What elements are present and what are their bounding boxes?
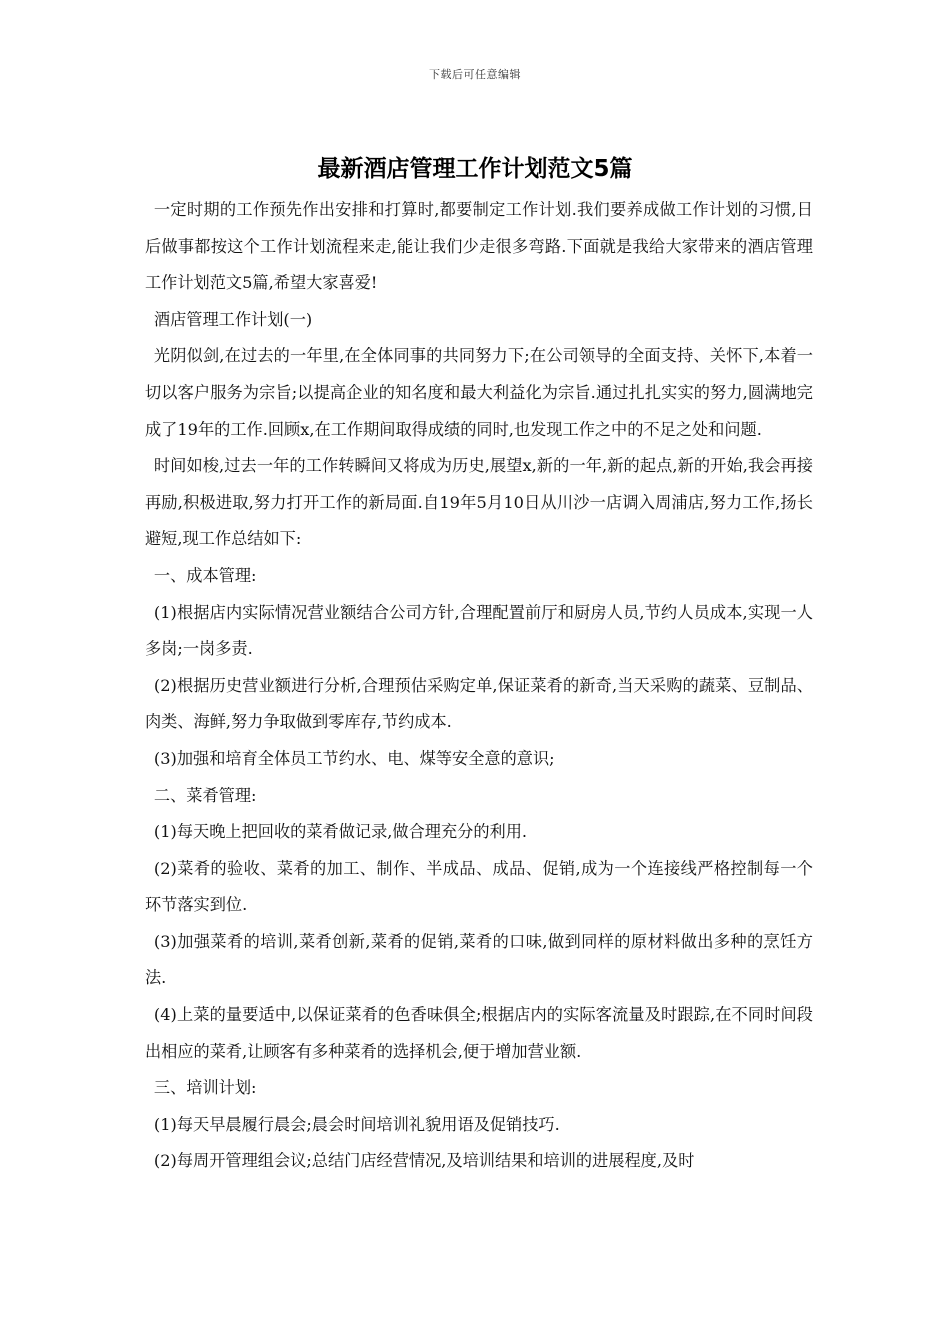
- list-item-dishes-2: (2)菜肴的验收、菜肴的加工、制作、半成品、成品、促销,成为一个连接线严格控制每一个环节落实到位.: [145, 858, 813, 915]
- section-heading-training: 三、培训计划:: [153, 1078, 257, 1098]
- header-note: 下载后可任意编辑: [429, 68, 521, 81]
- list-item-cost-3: (3)加强和培育全体员工节约水、电、煤等安全意的意识;: [153, 748, 555, 768]
- document-body: [145, 192, 813, 1180]
- document-title: 最新酒店管理工作计划范文5篇: [317, 156, 633, 182]
- list-item-dishes-3: (3)加强菜肴的培训,菜肴创新,菜肴的促销,菜肴的口味,做到同样的原材料做出多种的烹饪方法.: [145, 931, 813, 988]
- paragraph-outlook: 时间如梭,过去一年的工作转瞬间又将成为历史,展望x,新的一年,新的起点,新的开始,我会再接再励,积极进取,努力打开工作的新局面.自19年5月10日从川沙一店调入周浦店,努力工作,扬长避短,现工作总结如下:: [145, 456, 813, 549]
- list-item-training-1: (1)每天早晨履行晨会;晨会时间培训礼貌用语及促销技巧.: [153, 1114, 560, 1134]
- list-item-cost-2: (2)根据历史营业额进行分析,合理预估采购定单,保证菜肴的新奇,当天采购的蔬菜、豆制品、肉类、海鲜,努力争取做到零库存,节约成本.: [145, 675, 813, 732]
- paragraph-intro: 一定时期的工作预先作出安排和打算时,都要制定工作计划.我们要养成做工作计划的习惯,日后做事都按这个工作计划流程来走,能让我们少走很多弯路.下面就是我给大家带来的酒店管理工作计划范文5篇,希望大家喜爱!: [145, 200, 813, 293]
- list-item-dishes-1: (1)每天晚上把回收的菜肴做记录,做合理充分的利用.: [153, 822, 528, 842]
- section-heading-plan-one: 酒店管理工作计划(一): [153, 309, 313, 329]
- section-heading-dishes: 二、菜肴管理:: [153, 785, 257, 805]
- list-item-cost-1: (1)根据店内实际情况营业额结合公司方针,合理配置前厅和厨房人员,节约人员成本,实现一人多岗;一岗多责.: [145, 602, 813, 659]
- section-heading-cost: 一、成本管理:: [153, 565, 257, 585]
- paragraph-review: 光阴似剑,在过去的一年里,在全体同事的共同努力下;在公司领导的全面支持、关怀下,本着一切以客户服务为宗旨;以提高企业的知名度和最大利益化为宗旨.通过扎扎实实的努力,圆满地完成了19年的工作.回顾x,在工作期间取得成绩的同时,也发现工作之中的不足之处和问题.: [145, 346, 813, 439]
- list-item-dishes-4: (4)上菜的量要适中,以保证菜肴的色香味俱全;根据店内的实际客流量及时跟踪,在不同时间段出相应的菜肴,让顾客有多种菜肴的选择机会,便于增加营业额.: [145, 1005, 813, 1061]
- list-item-training-2: (2)每周开管理组会议;总结门店经营情况,及培训结果和培训的进展程度,及时: [153, 1151, 695, 1171]
